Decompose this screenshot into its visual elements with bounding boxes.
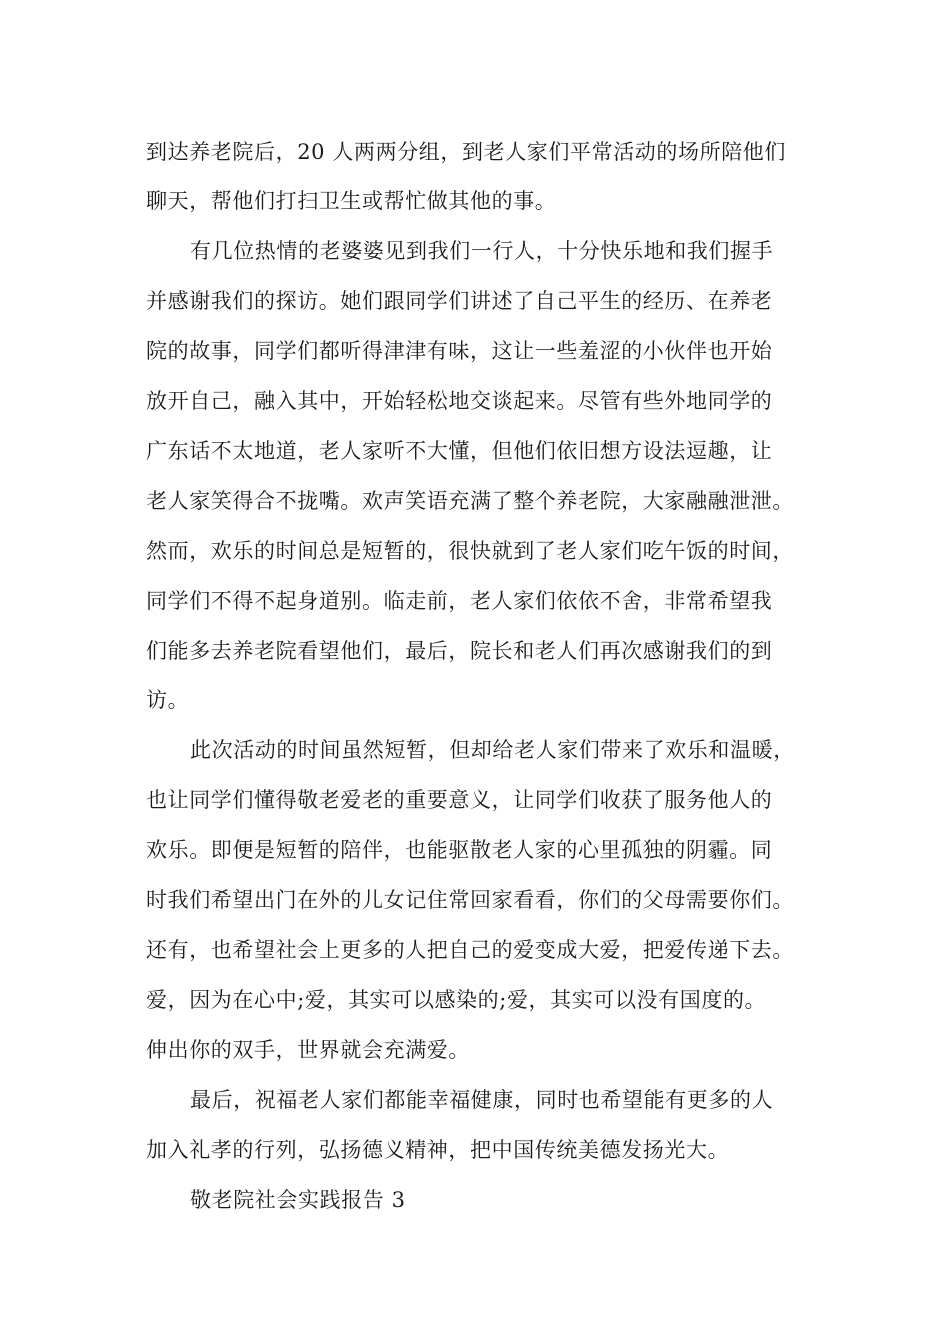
paragraph-start-line: 此次活动的时间虽然短暂，但却给老人家们带来了欢乐和温暖， — [190, 738, 795, 762]
text-line: 院的故事，同学们都听得津津有味，这让一些羞涩的小伙伴也开始 — [146, 339, 773, 363]
text-line: 广东话不太地道，老人家听不大懂，但他们依旧想方设法逗趣，让 — [146, 439, 773, 463]
text-line: 老人家笑得合不拢嘴。欢声笑语充满了整个养老院，大家融融泄泄。 — [146, 489, 794, 513]
text-line: 放开自己，融入其中，开始轻松地交谈起来。尽管有些外地同学的 — [146, 389, 773, 413]
text-line: 访。 — [146, 688, 190, 712]
text-line: 欢乐。即便是短暂的陪伴，也能驱散老人家的心里孤独的阴霾。同 — [146, 838, 773, 862]
text-line: 还有，也希望社会上更多的人把自己的爱变成大爱，把爱传递下去。 — [146, 938, 794, 962]
text-line: 然而，欢乐的时间总是短暂的，很快就到了老人家们吃午饭的时间， — [146, 539, 794, 563]
section-heading: 敬老院社会实践报告 3 — [190, 1188, 406, 1212]
text-line: 并感谢我们的探访。她们跟同学们讲述了自己平生的经历、在养老 — [146, 289, 773, 313]
paragraph-start-line: 有几位热情的老婆婆见到我们一行人，十分快乐地和我们握手 — [190, 239, 774, 263]
text-line: 同学们不得不起身道别。临走前，老人家们依依不舍，非常希望我 — [146, 589, 773, 613]
text-line: 时我们希望出门在外的儿女记住常回家看看，你们的父母需要你们。 — [146, 888, 794, 912]
text-line: 也让同学们懂得敬老爱老的重要意义，让同学们收获了服务他人的 — [146, 788, 773, 812]
text-line: 伸出你的双手，世界就会充满爱。 — [146, 1038, 470, 1062]
text-line: 聊天，帮他们打扫卫生或帮忙做其他的事。 — [146, 189, 557, 213]
text-line: 们能多去养老院看望他们，最后，院长和老人们再次感谢我们的到 — [146, 639, 773, 663]
text-line: 爱，因为在心中;爱，其实可以感染的;爱，其实可以没有国度的。 — [146, 988, 767, 1012]
text-line: 到达养老院后，20 人两两分组，到老人家们平常活动的场所陪他们 — [146, 140, 786, 164]
paragraph-start-line: 最后，祝福老人家们都能幸福健康，同时也希望能有更多的人 — [190, 1088, 774, 1112]
text-line: 加入礼孝的行列，弘扬德义精神，把中国传统美德发扬光大。 — [146, 1138, 730, 1162]
